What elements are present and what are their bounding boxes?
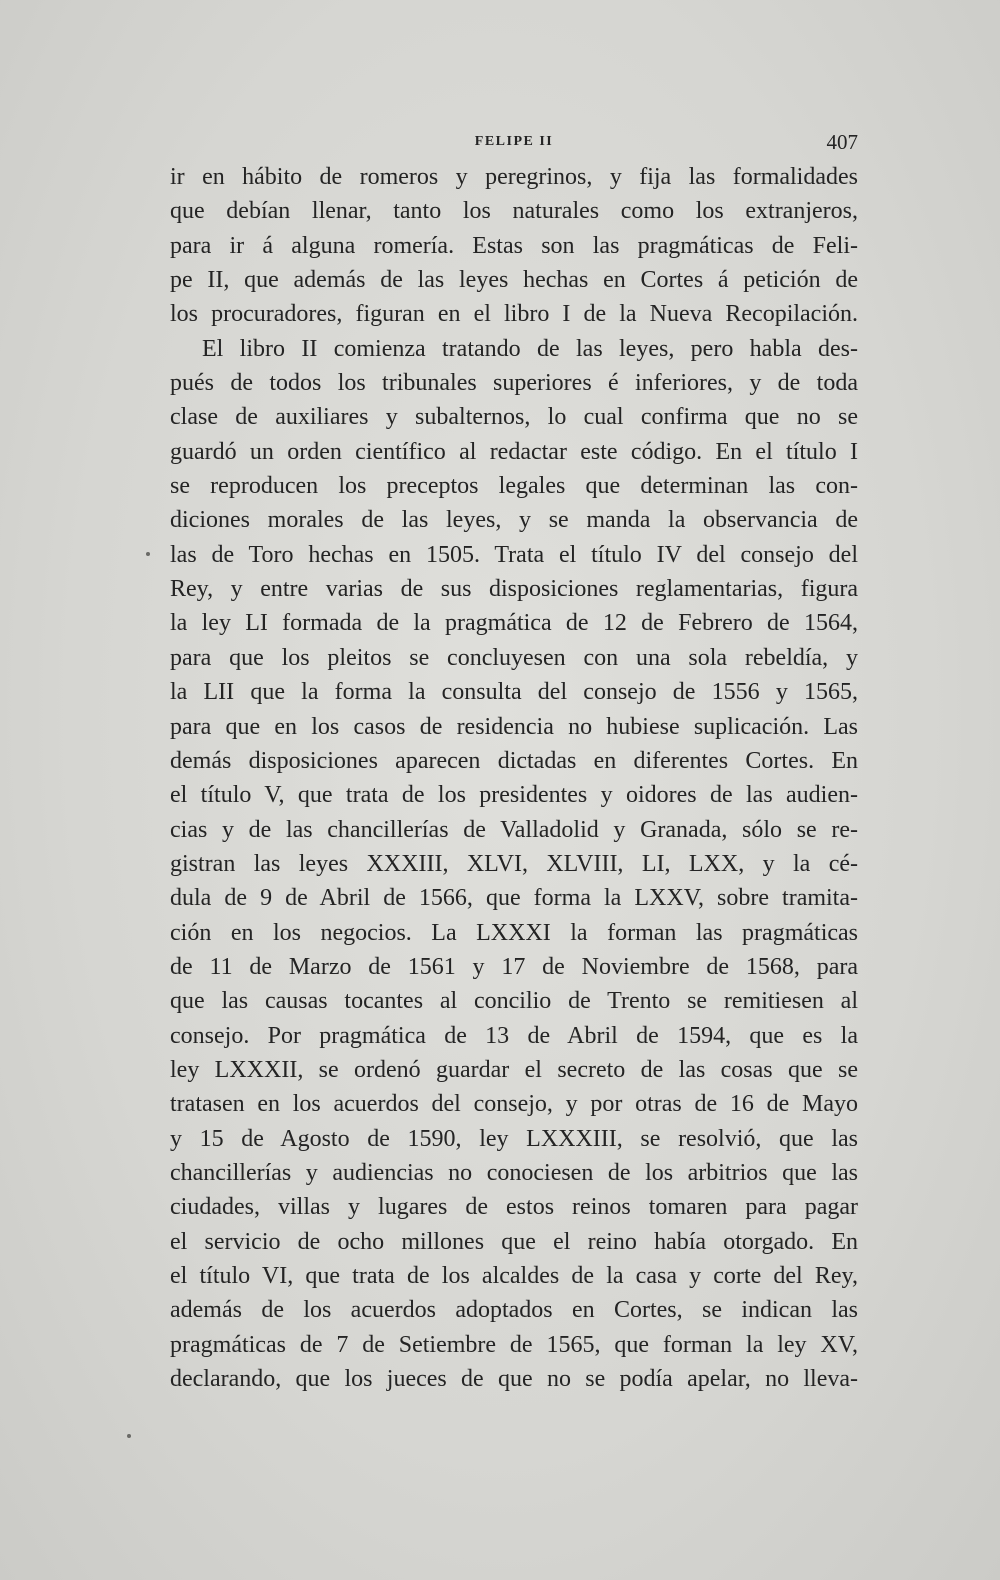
- text-line: ley LXXXII, se ordenó guardar el secreto de las cosas que se: [170, 1056, 858, 1083]
- text-line: el título V, que trata de los presidentes y oidores de las audien-: [170, 782, 858, 809]
- text-line: se reproducen los preceptos legales que determinan las con-: [170, 473, 858, 500]
- running-head: FELIPE II: [474, 134, 554, 149]
- text-line: ción en los negocios. La LXXXI la forman las pragmáticas: [170, 919, 858, 946]
- text-line: los procuradores, figuran en el libro I de la Nueva Recopilación.: [170, 301, 858, 328]
- text-line: para ir á alguna romería. Estas son las pragmáticas de Feli-: [170, 232, 858, 259]
- page-header: [170, 130, 858, 154]
- text-line: para que los pleitos se concluyesen con una sola rebeldía, y: [170, 644, 858, 671]
- text-line: diciones morales de las leyes, y se manda la observancia de: [170, 507, 858, 534]
- text-line: el título VI, que trata de los alcaldes de la casa y corte del Rey,: [170, 1263, 858, 1289]
- text-line: pués de todos los tribunales superiores é inferiores, y de toda: [170, 370, 858, 397]
- text-line: demás disposiciones aparecen dictadas en diferentes Cortes. En: [170, 747, 858, 774]
- text-line: de 11 de Marzo de 1561 y 17 de Noviembre de 1568, para: [170, 953, 858, 980]
- text-line: que las causas tocantes al concilio de Trento se remitiesen al: [170, 988, 858, 1015]
- text-line: el servicio de ocho millones que el reino había otorgado. En: [170, 1228, 858, 1255]
- text-line: declarando, que los jueces de que no se podía apelar, no lleva-: [170, 1366, 858, 1393]
- text-line: para que en los casos de residencia no hubiese suplicación. Las: [170, 713, 858, 740]
- text-line: que debían llenar, tanto los naturales como los extranjeros,: [170, 198, 858, 225]
- text-line: cias y de las chancillerías de Valladolid y Granada, sólo se re-: [170, 816, 858, 843]
- print-speck: [127, 1434, 131, 1438]
- print-speck: [146, 552, 150, 556]
- page-number: 407: [826, 130, 858, 154]
- text-line: además de los acuerdos adoptados en Cortes, se indican las: [170, 1297, 858, 1324]
- text-line: y 15 de Agosto de 1590, ley LXXXIII, se resolvió, que las: [170, 1125, 858, 1152]
- body-text: [170, 160, 858, 1396]
- text-line: Rey, y entre varias de sus disposiciones reglamentarias, figura: [170, 576, 858, 603]
- text-line: la ley LI formada de la pragmática de 12 de Febrero de 1564,: [170, 610, 858, 637]
- text-line: El libro II comienza tratando de las leyes, pero habla des-: [202, 335, 858, 362]
- text-line: ir en hábito de romeros y peregrinos, y fija las formalidades: [170, 164, 858, 190]
- text-line: ciudades, villas y lugares de estos reinos tomaren para pagar: [170, 1194, 858, 1221]
- text-line: clase de auxiliares y subalternos, lo cual confirma que no se: [170, 404, 858, 431]
- text-line: pragmáticas de 7 de Setiembre de 1565, que forman la ley XV,: [170, 1331, 858, 1358]
- text-line: gistran las leyes XXXIII, XLVI, XLVIII, LI, LXX, y la cé-: [170, 850, 858, 877]
- text-line: dula de 9 de Abril de 1566, que forma la LXXV, sobre tramita-: [170, 885, 858, 912]
- text-line: consejo. Por pragmática de 13 de Abril de 1594, que es la: [170, 1022, 858, 1049]
- text-line: chancillerías y audiencias no conociesen de los arbitrios que las: [170, 1159, 858, 1186]
- text-line: guardó un orden científico al redactar este código. En el título I: [170, 438, 858, 465]
- text-line: las de Toro hechas en 1505. Trata el título IV del consejo del: [170, 541, 858, 568]
- text-line: pe II, que además de las leyes hechas en Cortes á petición de: [170, 267, 858, 294]
- text-line: la LII que la forma la consulta del consejo de 1556 y 1565,: [170, 679, 858, 706]
- text-line: tratasen en los acuerdos del consejo, y por otras de 16 de Mayo: [170, 1091, 858, 1118]
